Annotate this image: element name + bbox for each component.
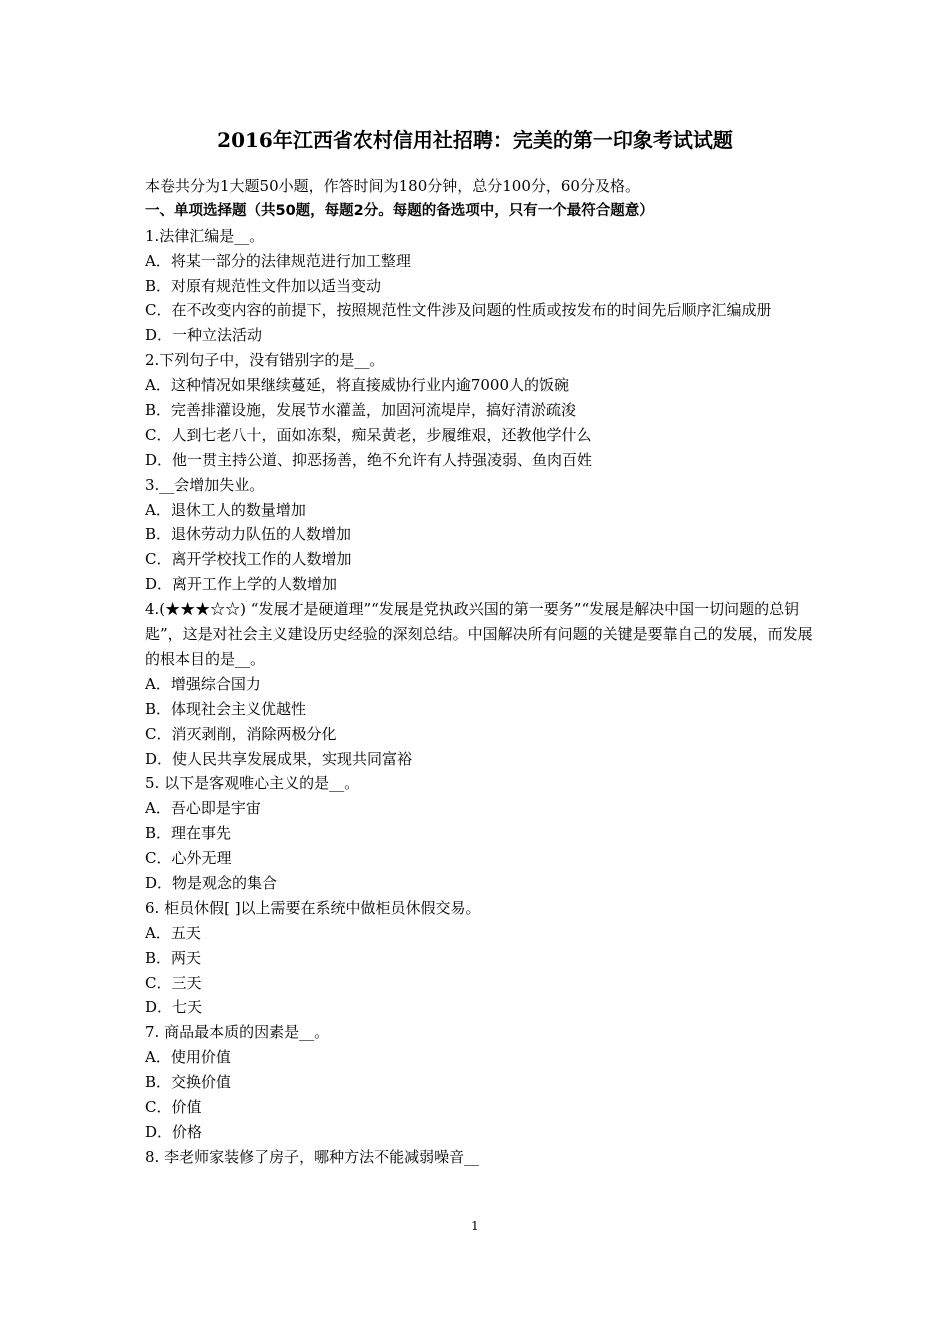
- question-option: B．完善排灌设施，发展节水灌盖，加固河流堤岸，搞好清淤疏浚: [145, 401, 577, 420]
- question-block: [145, 896, 813, 1020]
- question-option: A．这种情况如果继续蔓延，将直接威协行业内逾7000人的饭碗: [145, 376, 570, 395]
- question-option: B．退休劳动力队伍的人数增加: [145, 525, 352, 544]
- question-block: [145, 1020, 813, 1144]
- question-stem: 1.法律汇编是__。: [145, 226, 265, 245]
- question-option: D．他一贯主持公道、抑恶扬善，绝不允许有人持强凌弱、鱼肉百姓: [145, 450, 593, 469]
- question-block: [145, 348, 813, 472]
- question-option: D．七天: [145, 998, 203, 1017]
- question-stem: 2.下列句子中，没有错别字的是__。: [145, 351, 385, 370]
- question-block: [145, 771, 813, 895]
- question-option: B．交换价值: [145, 1073, 232, 1092]
- question-stem: 6. 柜员休假[ ]以上需要在系统中做柜员休假交易。: [145, 898, 481, 917]
- question-option: C．离开学校找工作的人数增加: [145, 550, 352, 569]
- question-option: A．吾心即是宇宙: [145, 799, 261, 818]
- question-option: D．离开工作上学的人数增加: [145, 575, 338, 594]
- question-option: A．增强综合国力: [145, 674, 261, 693]
- question-option: C．在不改变内容的前提下，按照规范性文件涉及问题的性质或按发布的时间先后顺序汇编成册: [145, 301, 772, 320]
- question-option: C．三天: [145, 973, 202, 992]
- question-stem: 4.(★★★☆☆) “发展才是硬道理”“发展是党执政兴国的第一要务”“发展是解决中国一切问题的总钥匙”，这是对社会主义建设历史经验的深刻总结。中国解决所有问题的关键是要靠自己的发展，而发展的根本目的是__。: [145, 600, 813, 668]
- section-heading: 一、单项选择题（共50题，每题2分。每题的备选项中，只有一个最符合题意）: [145, 202, 654, 219]
- question-option: C．人到七老八十，面如冻梨，痴呆黄老，步履维艰，还教他学什么: [145, 425, 592, 444]
- question-option: A．将某一部分的法律规范进行加工整理: [145, 251, 411, 270]
- question-option: D．物是观念的集合: [145, 874, 278, 892]
- page-number: 1: [471, 1219, 479, 1233]
- question-block: [145, 1145, 813, 1170]
- question-option: B．理在事先: [145, 824, 232, 843]
- exam-intro: 本卷共分为1大题50小题，作答时间为180分钟，总分100分，60分及格。: [145, 177, 640, 195]
- question-option: D．使人民共享发展成果，实现共同富裕: [145, 749, 413, 768]
- question-block: [145, 224, 813, 348]
- question-stem: 8. 李老师家装修了房子，哪种方法不能减弱噪音__: [145, 1147, 480, 1166]
- question-option: D．一种立法活动: [145, 326, 263, 345]
- question-block: [145, 597, 813, 771]
- question-option: D．价格: [145, 1122, 203, 1141]
- question-option: A．退休工人的数量增加: [145, 500, 306, 519]
- question-block: [145, 473, 813, 597]
- question-stem: 7. 商品最本质的因素是__。: [145, 1023, 330, 1042]
- question-option: B．对原有规范性文件加以适当变动: [145, 276, 382, 295]
- question-option: B．体现社会主义优越性: [145, 699, 307, 718]
- question-option: A．使用价值: [145, 1048, 231, 1067]
- question-option: A．五天: [145, 923, 201, 942]
- document-body: [145, 174, 813, 1170]
- question-stem: 3.__会增加失业。: [145, 475, 265, 494]
- question-option: C．消灭剥削，消除两极分化: [145, 724, 337, 743]
- question-option: C．价值: [145, 1098, 202, 1117]
- document-title: 2016年江西省农村信用社招聘：完美的第一印象考试试题: [217, 128, 733, 152]
- question-stem: 5. 以下是客观唯心主义的是__。: [145, 774, 360, 793]
- question-option: C．心外无理: [145, 849, 232, 868]
- question-option: B．两天: [145, 948, 202, 967]
